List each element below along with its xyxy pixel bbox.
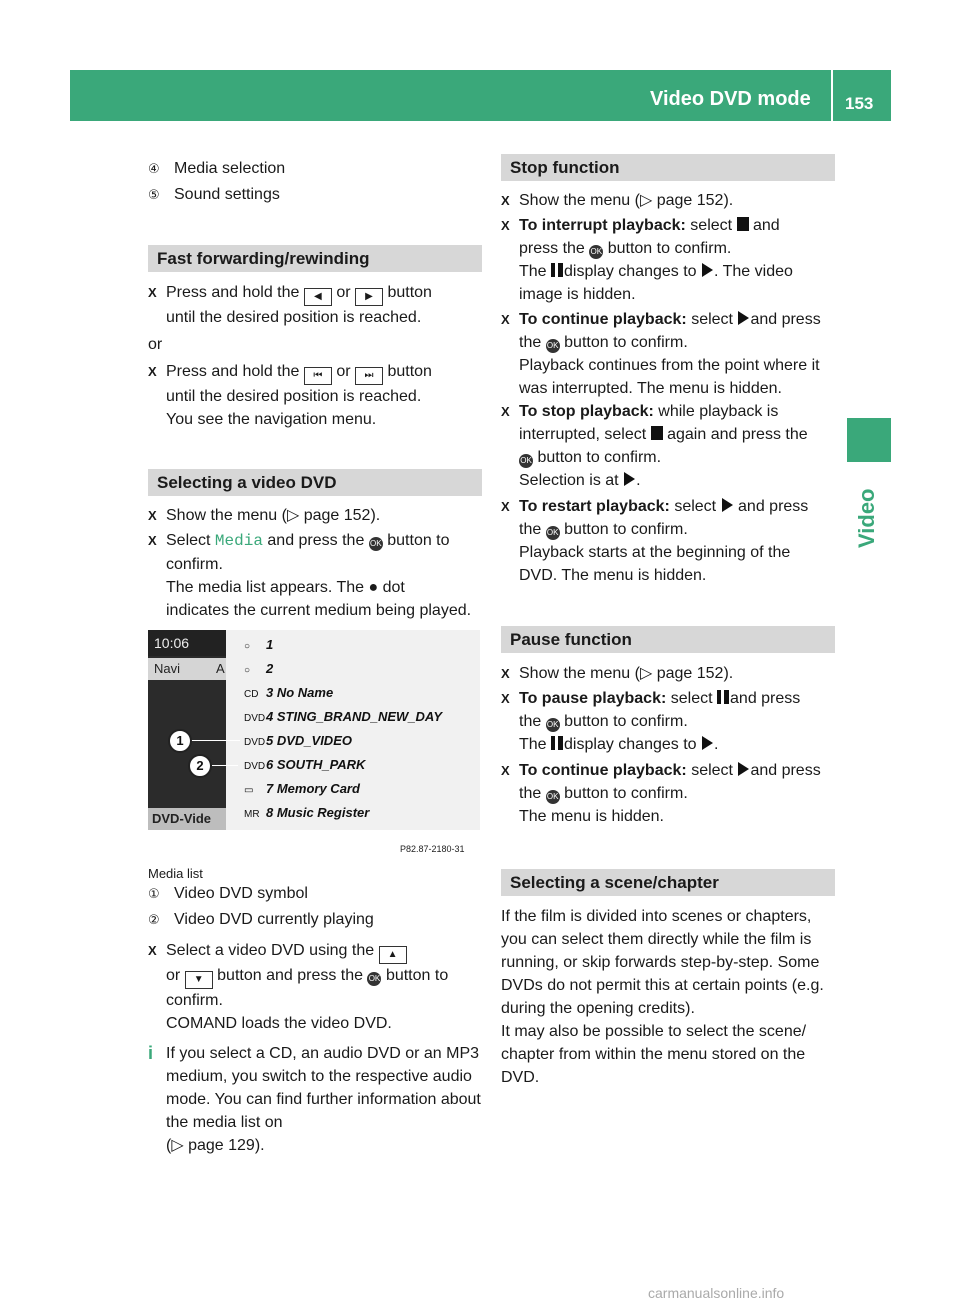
instruction-step: X To stop playback: while playback is interrupted, select again and press the OK button to confirm. Selection is at .	[501, 403, 808, 489]
media-list-item: CD 3 No Name	[244, 685, 334, 700]
media-list-item: DVD4 STING_BRAND_NEW_DAY	[244, 709, 443, 724]
forward-key-icon: ▶	[355, 288, 383, 306]
ok-button-icon: OK	[546, 718, 560, 732]
dot-icon: ●	[368, 579, 379, 596]
ok-button-icon: OK	[519, 454, 533, 468]
section-heading-select-dvd: Selecting a video DVD	[148, 469, 482, 496]
instruction-step: X To pause playback: select and press the OK button to confirm. The display changes to .	[501, 690, 801, 753]
instruction-step: X Show the menu (▷ page 152).	[148, 507, 381, 524]
figure-code: P82.87-2180-31	[400, 844, 465, 854]
instruction-step: X To interrupt playback: select and press the OK button to confirm. The display changes to . The video image is hidden.	[501, 217, 793, 303]
ok-button-icon: OK	[589, 245, 603, 259]
section-heading-stop: Stop function	[501, 154, 835, 181]
page-title: Video DVD mode	[650, 88, 811, 110]
or-text: or	[148, 336, 163, 353]
pause-icon	[717, 690, 724, 704]
instruction-step: X To continue playback: select and press the OK button to confirm. The menu is hidden.	[501, 762, 821, 825]
pause-icon	[551, 736, 558, 750]
header-divider	[831, 70, 833, 121]
instruction-step: X Show the menu (▷ page 152).	[501, 192, 734, 209]
rewind-key-icon: ◀	[304, 288, 332, 306]
clock: 10:06	[148, 630, 232, 656]
ok-button-icon: OK	[546, 339, 560, 353]
instruction-step: X Show the menu (▷ page 152).	[501, 665, 734, 682]
callout-line	[190, 740, 240, 741]
play-icon	[738, 311, 749, 325]
instruction-step: X To restart playback: select and press the OK button to confirm. Playback starts at the beginning of the DVD. The menu is hidden.	[501, 498, 809, 584]
callout-1: 1	[168, 729, 192, 753]
ok-button-icon: OK	[546, 526, 560, 540]
side-tab-label: Video	[854, 488, 879, 548]
legend-item: ① Video DVD symbol	[148, 885, 308, 902]
paragraph: If the film is divided into scenes or chapters, you can select them directly while the film is running, or skip forwards step-by-step. Some DVDs do not permit this at certain points (e.g. during the opening credits).	[501, 908, 824, 1017]
skip-forward-key-icon: ⏭	[355, 367, 383, 385]
stop-icon	[737, 217, 749, 231]
ok-button-icon: OK	[367, 972, 381, 986]
navi-tab: Navi A	[148, 658, 226, 680]
callout-2: 2	[188, 754, 212, 778]
instruction-step: X Press and hold the ⏮ or ⏭ button until the desired position is reached. You see the navigation menu.	[148, 363, 432, 428]
media-list-item: ▭ 7 Memory Card	[244, 781, 360, 796]
play-icon	[702, 263, 713, 277]
up-key-icon: ▲	[379, 946, 407, 964]
media-list-item: DVD6 SOUTH_PARK	[244, 757, 366, 772]
callout-line	[212, 765, 238, 766]
instruction-step: X To continue playback: select and press the OK button to confirm. Playback continues from the point where it was interrupted. The menu is hidden.	[501, 311, 821, 397]
skip-back-key-icon: ⏮	[304, 367, 332, 385]
down-key-icon: ▼	[185, 971, 213, 989]
legend-item: ④ Media selection	[148, 160, 286, 177]
instruction-step: X Select a video DVD using the ▲ or ▼ button and press the OK button to confirm. COMAND loads the video DVD.	[148, 942, 449, 1032]
section-heading-pause: Pause function	[501, 626, 835, 653]
play-icon	[624, 472, 635, 486]
media-list-item: DVD5 DVD_VIDEO	[244, 733, 352, 748]
play-icon	[722, 498, 733, 512]
instruction-step: X Press and hold the ◀ or ▶ button until the desired position is reached.	[148, 284, 432, 326]
media-list-item: ○ 1	[244, 637, 274, 652]
info-icon: i	[148, 1043, 154, 1063]
media-list	[226, 630, 480, 830]
pause-icon	[551, 263, 558, 277]
info-note: i If you select a CD, an audio DVD or an MP3 medium, you switch to the respective audio mode. You can find further information about the media list on (▷ page 129).	[148, 1043, 481, 1154]
side-tab-marker	[847, 418, 891, 462]
ok-button-icon: OK	[369, 537, 383, 551]
legend-item: ⑤ Sound settings	[148, 186, 280, 203]
dvd-video-tab: DVD-Vide	[148, 808, 226, 830]
media-list-screenshot	[148, 630, 480, 830]
section-heading-fast-forward: Fast forwarding/rewinding	[148, 245, 482, 272]
play-icon	[702, 736, 713, 750]
legend-item: ② Video DVD currently playing	[148, 911, 374, 928]
instruction-step: X Select Media and press the OK button to confirm. The media list appears. The ● dot indicates the current medium being played.	[148, 532, 472, 619]
paragraph: It may also be possible to select the scene/ chapter from within the menu stored on the DVD.	[501, 1023, 807, 1086]
ok-button-icon: OK	[546, 790, 560, 804]
stop-icon	[651, 426, 663, 440]
section-heading-scene: Selecting a scene/chapter	[501, 869, 835, 896]
page-number: 153	[845, 94, 874, 113]
play-icon	[738, 762, 749, 776]
watermark: carmanualsonline.info	[648, 1285, 785, 1301]
figure-caption: Media list	[148, 866, 203, 881]
media-list-item: ○ 2	[244, 661, 274, 676]
media-list-item: MR 8 Music Register	[244, 805, 370, 820]
